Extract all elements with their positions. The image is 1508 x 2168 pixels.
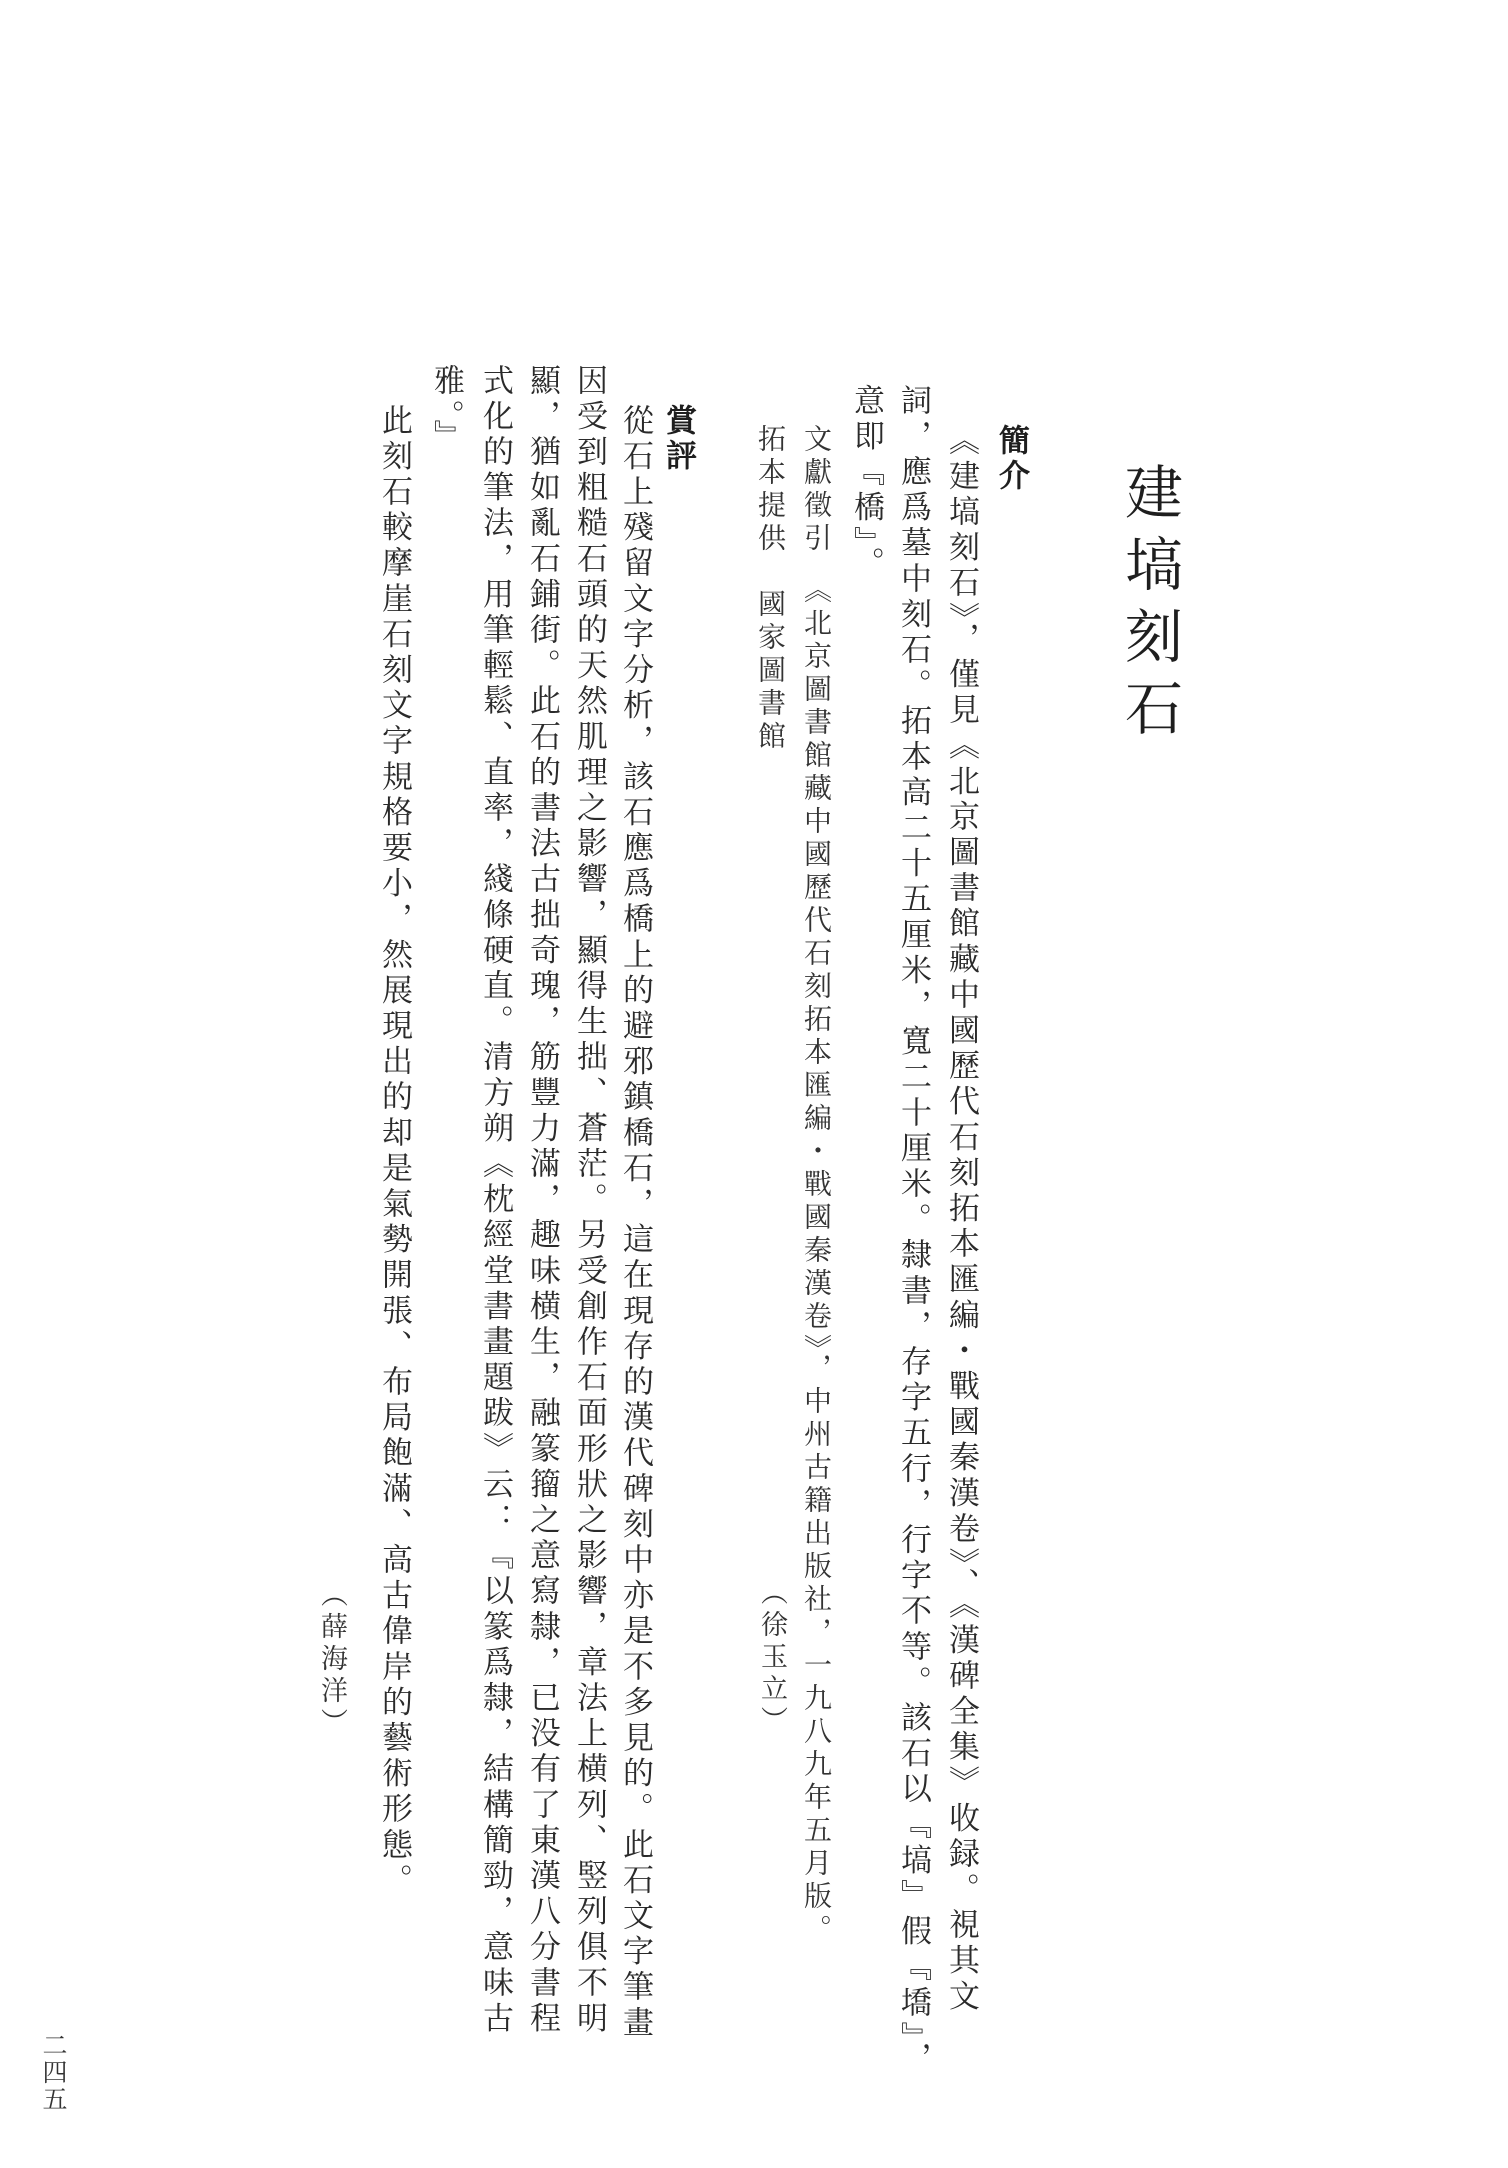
review-line-1: 從石上殘留文字分析，該石應爲橋上的避邪鎮橋石，這在現存的漢代碑刻中亦是不多見的。此石文字筆畫 xyxy=(617,404,653,2042)
intro-line-1: 《建塙刻石》，僅見《北京圖書館藏中國歷代石刻拓本匯編・戰國秦漢卷》、《漢碑全集》收録。視其文 xyxy=(943,424,979,2016)
review-line-5: 雅。』 xyxy=(428,364,464,456)
page-number: 二四五 xyxy=(39,2032,68,2113)
intro-heading: 簡介 xyxy=(993,424,1029,494)
review-line-2: 因受到粗糙石頭的天然肌理之影響，顯得生拙、蒼茫。另受創作石面形狀之影響，章法上横列、竪列俱不明 xyxy=(571,364,607,2038)
review-heading: 賞評 xyxy=(660,404,696,474)
page-title: 建塙刻石 xyxy=(1115,462,1183,750)
intro-line-3: 意即『橋』。 xyxy=(848,384,884,583)
reference-literature: 文獻徵引 《北京圖書館藏中國歷代石刻拓本匯編・戰國秦漢卷》，中州古籍出版社，一九八九年五月版。 xyxy=(800,424,833,1947)
intro-line-2: 詞，應爲墓中刻石。拓本高二十五厘米，寬二十厘米。隸書，存字五行，行字不等。該石以『塙』假『墧』， xyxy=(895,384,931,2078)
review-line-4: 式化的筆法，用筆輕鬆、直率，綫條硬直。清方朔《枕經堂書畫題跋》云：『以篆爲隸，結構簡勁，意味古 xyxy=(477,364,513,2038)
review-author-signature: （薛海洋） xyxy=(316,1580,347,1740)
review-line-3: 顯，猶如亂石鋪街。此石的書法古拙奇瑰，筋豐力滿，趣味横生，融篆籀之意寫隸，已没有了東漢八分書程 xyxy=(524,364,560,2038)
review-line-6: 此刻石較摩崖石刻文字規格要小，然展現出的却是氣勢開張、布局飽滿、高古偉岸的藝術形態。 xyxy=(376,404,412,1900)
intro-author-signature: （徐玉立） xyxy=(756,1578,787,1738)
reference-rubbing-source: 拓本提供 國家圖書館 xyxy=(754,424,787,754)
